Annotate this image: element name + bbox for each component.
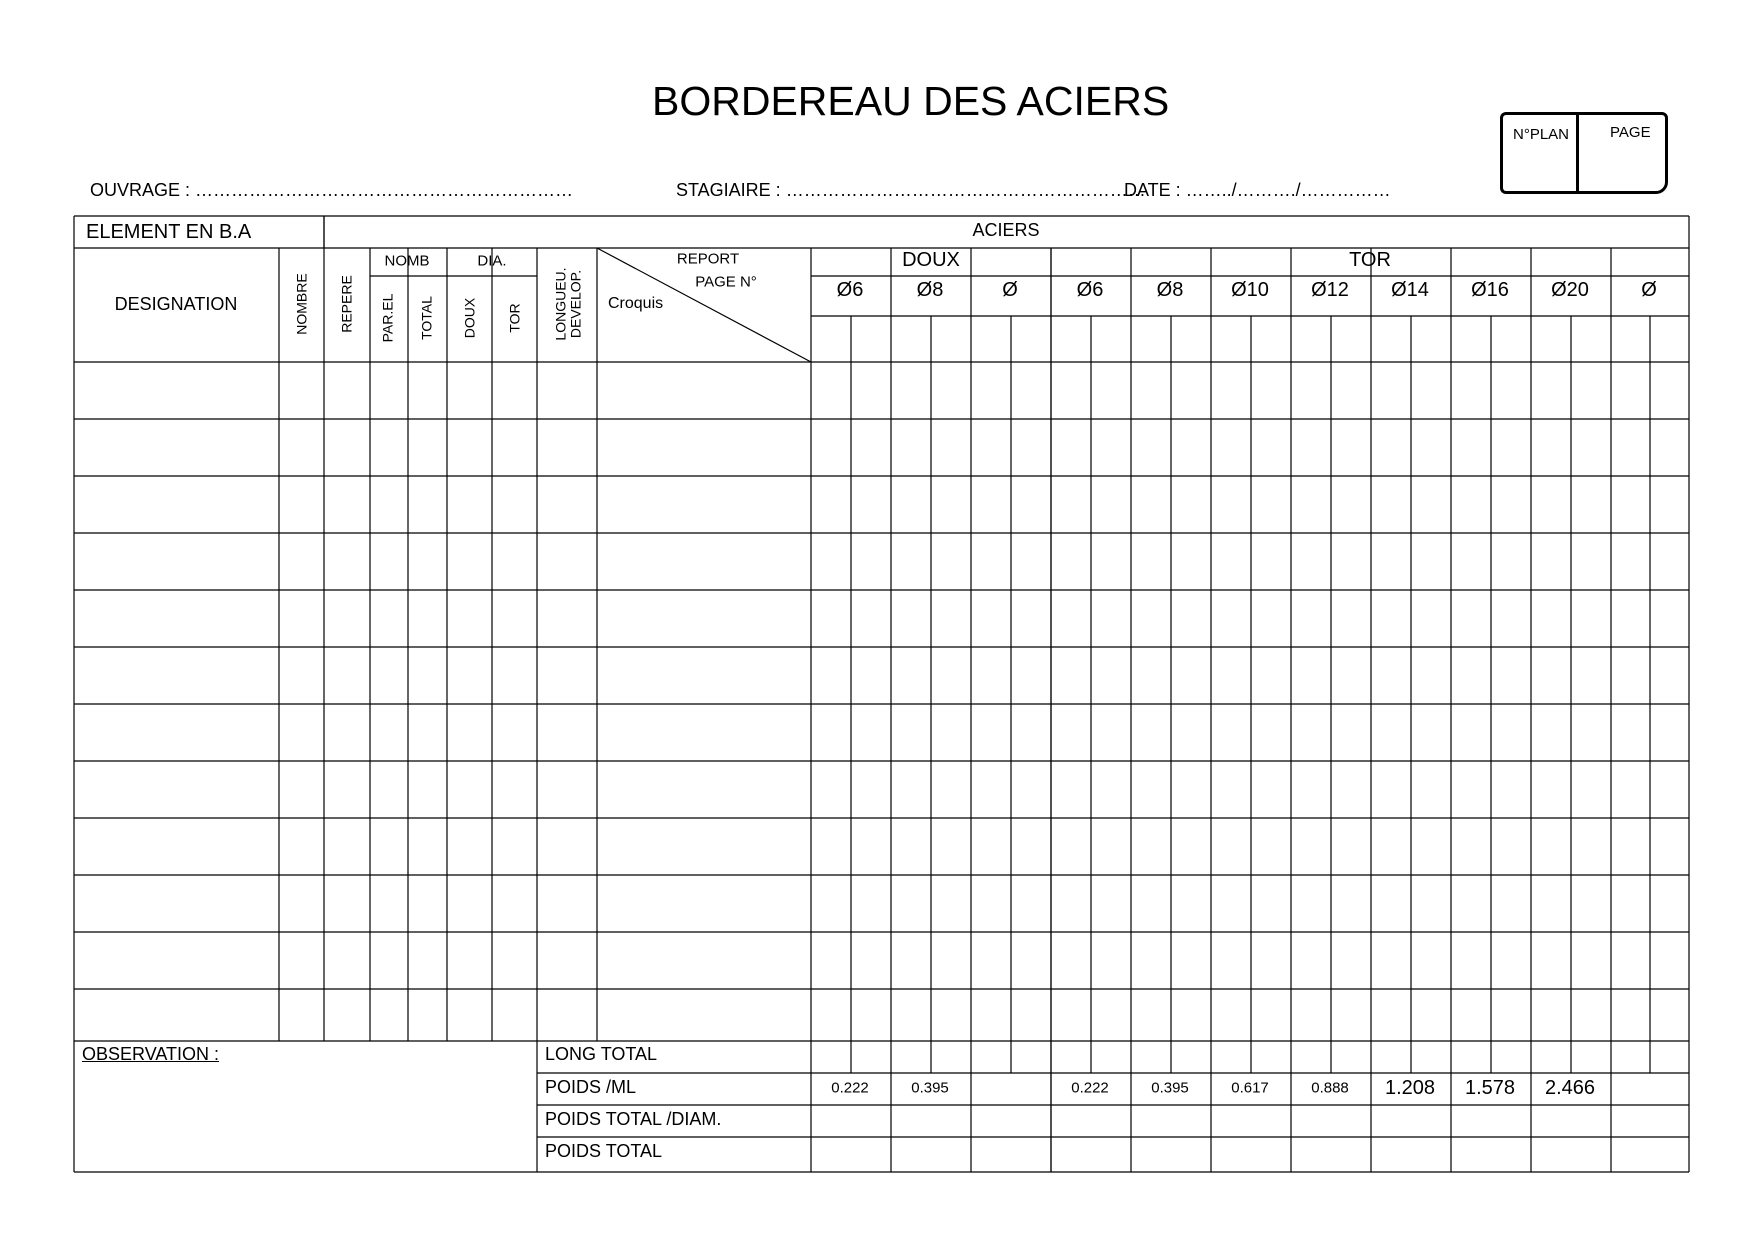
poids-tor-16: 1.578 (1464, 1077, 1516, 1099)
par-el-header: PAR.EL (379, 293, 396, 343)
doux-group-label: DOUX (902, 249, 960, 271)
page-title: BORDEREAU DES ACIERS (652, 78, 1170, 124)
page-label: PAGE (1610, 124, 1651, 141)
poids-tor-12: 0.888 (1311, 1079, 1349, 1097)
longueur-line-1: LONGUEU. (552, 267, 569, 341)
plan-label: N°PLAN (1513, 126, 1570, 143)
poids-total-label: POIDS TOTAL (545, 1141, 663, 1161)
croquis-label: Croquis (608, 295, 664, 312)
dia-header: DIA. (477, 252, 507, 270)
poids-total-diam-label: POIDS TOTAL /DIAM. (545, 1109, 722, 1129)
tor-diam-10: Ø10 (1231, 279, 1269, 301)
observation-label: OBSERVATION : (82, 1044, 220, 1064)
repere-header: REPERE (338, 275, 355, 333)
doux-diam-8: Ø8 (916, 279, 944, 301)
report-page-label: PAGE N° (695, 273, 757, 291)
long-total-label: LONG TOTAL (545, 1044, 658, 1064)
dia-doux-header: DOUX (461, 297, 478, 339)
poids-tor-14: 1.208 (1384, 1077, 1436, 1099)
poids-tor-8: 0.395 (1151, 1079, 1189, 1097)
total-header: TOTAL (418, 296, 435, 340)
poids-tor-20: 2.466 (1544, 1077, 1596, 1099)
stagiaire-field[interactable]: STAGIAIRE : …………………………………………………… (676, 180, 1146, 200)
aciers-label: ACIERS (972, 220, 1040, 240)
tor-diam-14: Ø14 (1391, 279, 1429, 301)
nomb-header: NOMB (384, 252, 430, 270)
poids-tor-6: 0.222 (1071, 1079, 1109, 1097)
poids-tor-10: 0.617 (1231, 1079, 1269, 1097)
longueur-header (553, 267, 582, 340)
tor-diam-16: Ø16 (1471, 279, 1509, 301)
poids-ml-label: POIDS /ML (545, 1077, 637, 1097)
element-label: ELEMENT EN B.A (86, 221, 252, 243)
tor-diam-20: Ø20 (1551, 279, 1589, 301)
report-label: REPORT (676, 250, 740, 268)
ouvrage-field[interactable]: OUVRAGE : ……………………………………………………… (90, 180, 574, 200)
tor-diam-other: Ø (1641, 279, 1657, 301)
poids-doux-6: 0.222 (831, 1079, 869, 1097)
date-field[interactable]: DATE : ……../………./…………… (1124, 180, 1391, 200)
tor-group-label: TOR (1349, 249, 1391, 271)
tor-diam-6: Ø6 (1076, 279, 1104, 301)
dia-tor-header: TOR (506, 303, 523, 333)
tor-diam-12: Ø12 (1311, 279, 1349, 301)
doux-diam-other: Ø (1002, 279, 1018, 301)
nombre-header: NOMBRE (293, 273, 310, 335)
tor-diam-8: Ø8 (1156, 279, 1184, 301)
longueur-line-2: DEVELOP. (567, 269, 583, 339)
poids-doux-8: 0.395 (911, 1079, 949, 1097)
doux-diam-6: Ø6 (836, 279, 864, 301)
designation-header: DESIGNATION (114, 294, 238, 314)
